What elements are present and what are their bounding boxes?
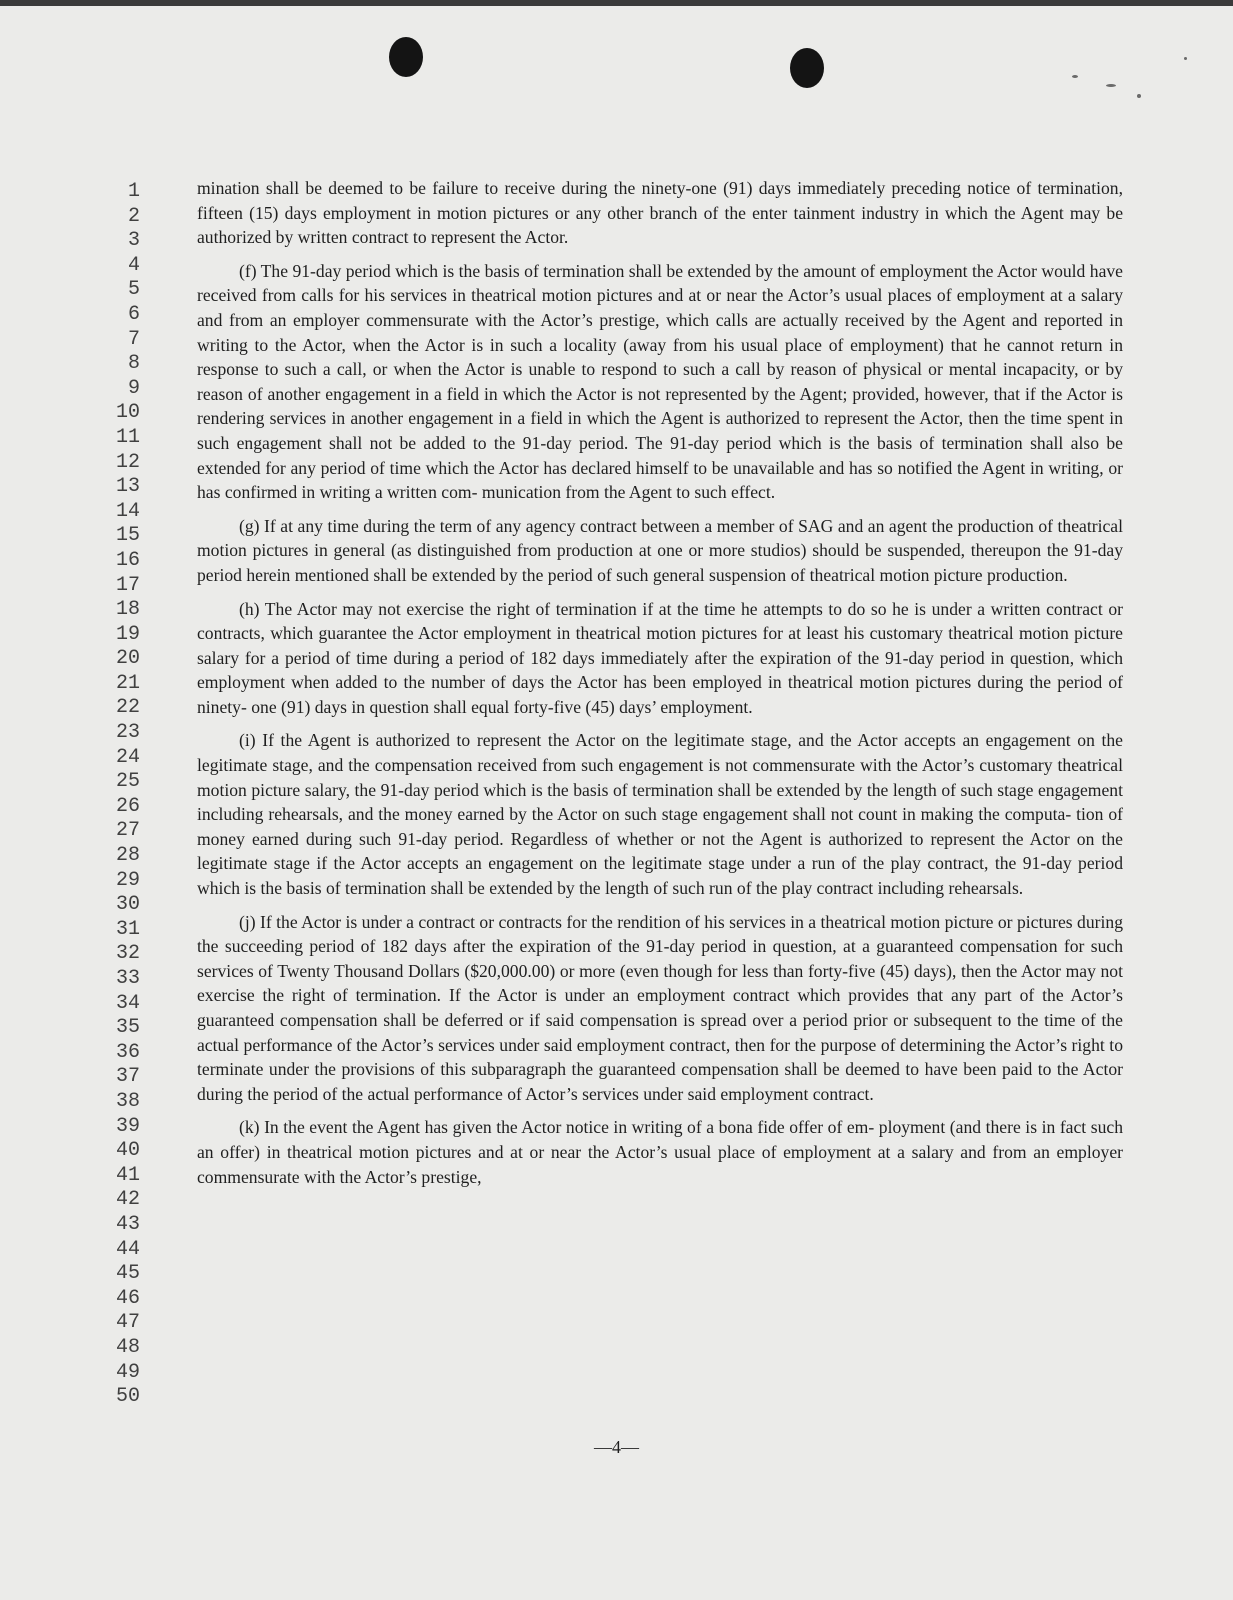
line-number: 48 — [115, 1335, 140, 1359]
line-number: 5 — [127, 278, 140, 302]
line-number: 40 — [115, 1139, 140, 1163]
line-number-column — [96, 180, 140, 1410]
line-number: 27 — [115, 819, 140, 843]
paragraph-j: (j) If the Actor is under a contract or contracts for the rendition of his services in a theatrical motion picture or pictures during the succeeding period of 182 days after the expiration of the 91-day period in question, at a guaranteed compensation for such services of Twenty Thousand Dollars ($20,000.00) or more (even though for less than forty-five (45) days), then the Actor may not exercise the right of termination. If the Actor is under an employment contract which provides that any part of the Actor’s guaranteed compensation shall be deferred or if said compensation is spread over a period prior or subsequent to the time of the actual performance of the Actor’s services under said employment contract, then for the purpose of determining the Actor’s right to terminate under the provisions of this subparagraph the guaranteed compensation shall be deemed to have been paid to the Actor during the period of the actual performance of Actor’s services under said employment contract. — [197, 911, 1123, 1104]
line-number: 31 — [115, 917, 140, 941]
line-number: 9 — [127, 376, 140, 400]
paragraph-g: (g) If at any time during the term of any agency contract between a member of SAG and an agent the production of theatrical motion pictures in general (as distinguished from production at one or more studios) should be suspended, thereupon the 91-day period herein mentioned shall be extended by the period of such general suspension of theatrical motion picture production. — [197, 515, 1123, 585]
line-number: 24 — [115, 745, 140, 769]
paragraph-k: (k) In the event the Agent has given the Actor notice in writing of a bona fide offer of em- ployment (and there is in fact such an offer) in theatrical motion pictures and at or near the Actor’s usual place of employment at a salary and from an employer commensurate with the Actor’s prestige, — [197, 1117, 1123, 1187]
page-number: —4— — [594, 1437, 639, 1457]
line-number: 32 — [115, 942, 140, 966]
line-number: 39 — [115, 1114, 140, 1138]
line-number: 30 — [115, 893, 140, 917]
paper-speck — [1137, 94, 1141, 98]
line-number: 18 — [115, 598, 140, 622]
paragraph-h: (h) The Actor may not exercise the right of termination if at the time he attempts to do so he is under a written contract or contracts, which guarantee the Actor employment in theatrical motion pictures for at least his customary theatrical motion picture salary for a period of time during a period of 182 days immediately after the expiration of the 91-day period in question, which employment when added to the number of days the Actor has been employed in theatrical motion pictures during the period of ninety- one (91) days in question shall equal forty-five (45) days’ employment. — [197, 598, 1123, 717]
line-number: 8 — [127, 352, 140, 376]
line-number: 15 — [115, 524, 140, 548]
punch-hole-left — [389, 37, 423, 77]
line-number: 12 — [115, 450, 140, 474]
line-number: 19 — [115, 622, 140, 646]
paper-speck — [1184, 57, 1187, 60]
line-number: 6 — [127, 302, 140, 326]
line-number: 28 — [115, 844, 140, 868]
line-number: 42 — [115, 1188, 140, 1212]
line-number: 43 — [115, 1212, 140, 1236]
line-number: 23 — [115, 721, 140, 745]
line-number: 10 — [115, 401, 140, 425]
paragraph-continuation: mination shall be deemed to be failure to receive during the ninety-one (91) days immediately preceding notice of termination, fifteen (15) days employment in motion pictures or any other branch of the enter tainment industry in which the Agent may be authorized by written contract to represent the Actor. — [197, 178, 1123, 248]
line-number: 44 — [115, 1237, 140, 1261]
line-number: 16 — [115, 548, 140, 572]
paragraph-f: (f) The 91-day period which is the basis of termination shall be extended by the amount of employment the Actor would have received from calls for his services in theatrical motion pictures and at or near the Actor’s usual places of employment at a salary and from an employer commensurate with the Actor’s prestige, which calls are actually received by the Agent and reported in writing to the Actor, when the Actor is in such a locality (away from his usual place of employment) that he cannot return in response to such a call, or when the Actor is unable to respond to such a call by reason of physical or mental incapacity, or by reason of another engagement in a field in which the Actor is not represented by the Agent; provided, however, that if the Actor is rendering services in another engagement in a field in which the Agent is authorized to represent the Actor, then the time spent in such engagement shall not be added to the 91-day period. The 91-day period which is the basis of termination shall also be extended for any period of time which the Actor has declared himself to be unavailable and has so notified the Agent in writing, or has confirmed in writing a written com- munication from the Agent to such effect. — [197, 260, 1123, 503]
line-number: 21 — [115, 671, 140, 695]
line-number: 37 — [115, 1065, 140, 1089]
paragraph-i: (i) If the Agent is authorized to represent the Actor on the legitimate stage, and the Actor accepts an engagement on the legitimate stage, and the compensation received from such engagement is not commensurate with the Actor’s customary theatrical motion picture salary, the 91-day period which is the basis of termination shall be extended by the length of such stage engagement including rehearsals, and the money earned by the Actor on such stage engagement shall not count in making the computa- tion of money earned during such 91-day period. Regardless of whether or not the Agent is authorized to represent the Actor on the legitimate stage if the Actor accepts an engagement on the legitimate stage under a run of the play contract, the 91-day period which is the basis of termination shall be extended by the length of such run of the play contract including rehearsals. — [197, 730, 1123, 899]
line-number: 41 — [115, 1163, 140, 1187]
document-body — [197, 176, 1123, 1198]
line-number: 34 — [115, 991, 140, 1015]
line-number: 35 — [115, 1016, 140, 1040]
line-number: 20 — [115, 647, 140, 671]
paper-speck — [1106, 84, 1116, 87]
line-number: 50 — [115, 1385, 140, 1409]
line-number: 45 — [115, 1262, 140, 1286]
line-number: 11 — [115, 425, 140, 449]
punch-hole-right — [790, 48, 824, 88]
line-number: 22 — [115, 696, 140, 720]
line-number: 2 — [127, 204, 140, 228]
line-number: 25 — [115, 770, 140, 794]
line-number: 13 — [115, 475, 140, 499]
line-number: 46 — [115, 1286, 140, 1310]
line-number: 4 — [127, 253, 140, 277]
line-number: 29 — [115, 868, 140, 892]
line-number: 17 — [115, 573, 140, 597]
line-number: 1 — [127, 180, 140, 203]
paper-speck — [1072, 75, 1078, 78]
line-number: 49 — [115, 1360, 140, 1384]
line-number: 33 — [115, 967, 140, 990]
scan-top-edge — [0, 0, 1233, 6]
line-number: 38 — [115, 1089, 140, 1113]
line-number: 47 — [115, 1311, 140, 1335]
line-number: 26 — [115, 794, 140, 818]
line-number: 36 — [115, 1040, 140, 1064]
line-number: 14 — [115, 499, 140, 523]
line-number: 7 — [127, 327, 140, 351]
line-number: 3 — [127, 229, 140, 253]
